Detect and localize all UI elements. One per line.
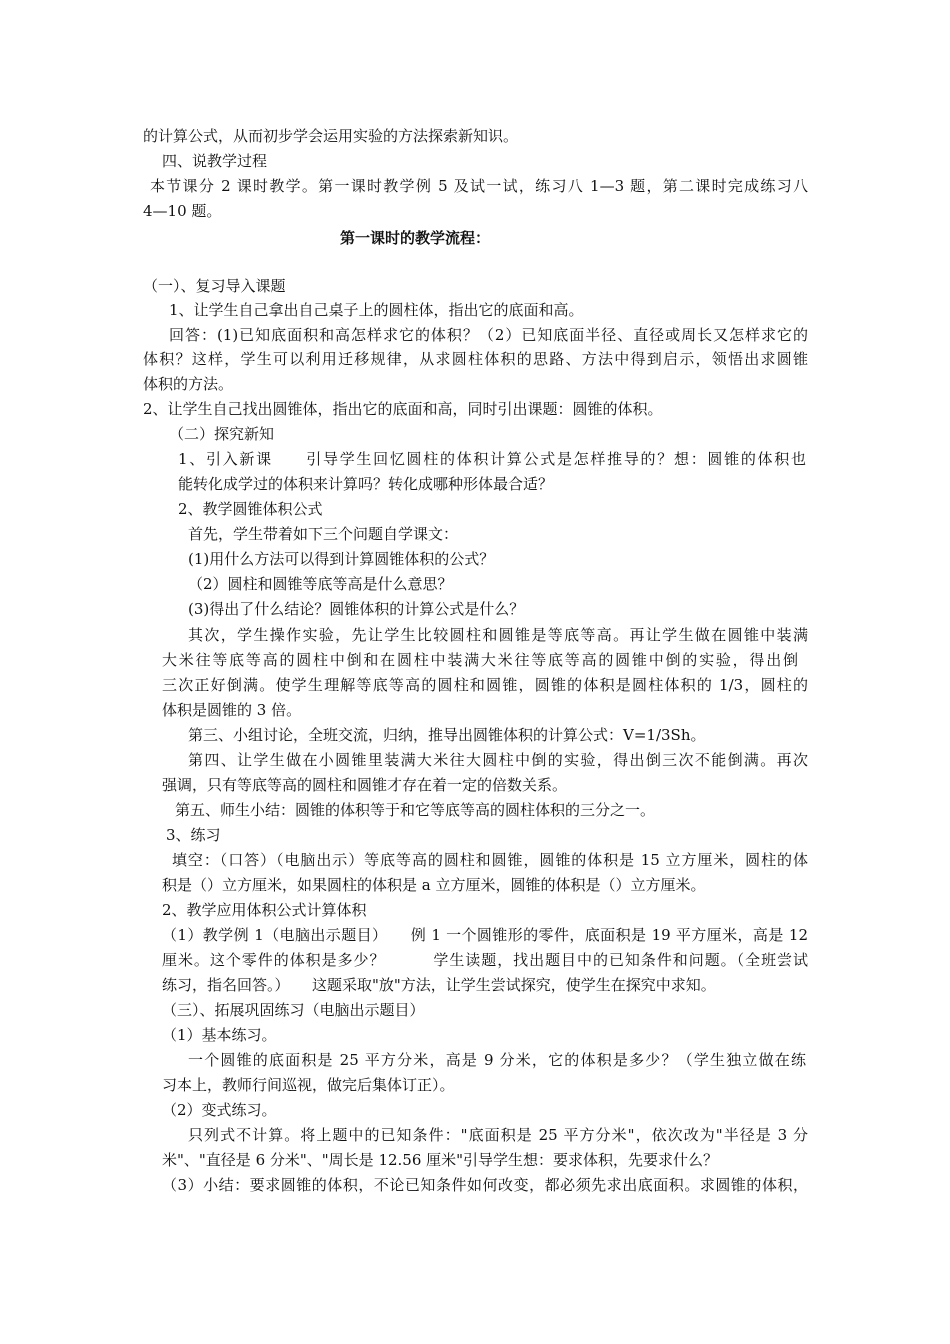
section-heading: 2、教学应用体积公式计算体积 <box>162 901 367 919</box>
text-line: 2、教学圆锥体积公式 <box>178 500 323 518</box>
text-line: 大米往等底等高的圆柱中倒和在圆柱中装满大米往等底等高的圆锥中倒的实验，得出倒 <box>162 651 798 669</box>
text-line: 厘米。这个零件的体积是多少？ 学生读题，找出题目中的已知条件和问题。（全班尝试 <box>162 951 808 969</box>
text-line: 体积的方法。 <box>143 375 234 393</box>
section-heading: 四、说教学过程 <box>162 152 268 170</box>
text-line: 1、引入新课 引导学生回忆圆柱的体积计算公式是怎样推导的？想：圆锥的体积也 <box>178 450 806 468</box>
text-line: 其次，学生操作实验，先让学生比较圆柱和圆锥是等底等高。再让学生做在圆锥中装满 <box>188 626 808 644</box>
text-line: 一个圆锥的底面积是 25 平方分米，高是 9 分米，它的体积是多少？（学生独立做在练 <box>188 1051 806 1069</box>
text-line: 本节课分 2 课时教学。第一课时教学例 5 及试一试，练习八 1—3 题，第二课时完成练习八 <box>150 177 808 195</box>
list-item: (3)得出了什么结论？圆锥体积的计算公式是什么？ <box>188 600 525 618</box>
section-heading: （一）、复习导入课题 <box>143 277 286 295</box>
text-line: 积是（）立方厘米，如果圆柱的体积是 a 立方厘米，圆锥的体积是（）立方厘米。 <box>162 876 706 894</box>
text-line: 的计算公式，从而初步学会运用实验的方法探索新知识。 <box>143 127 519 145</box>
text-line: 体积是圆锥的 3 倍。 <box>162 701 302 719</box>
text-line: 体积？这样，学生可以利用迁移规律，从求圆柱体积的思路、方法中得到启示，领悟出求圆锥 <box>143 350 808 368</box>
section-heading: （二）探究新知 <box>169 425 275 443</box>
text-line: （3）小结：要求圆锥的体积，不论已知条件如何改变，都必须先求出底面积。求圆锥的体积， <box>162 1176 808 1194</box>
text-line: （1）基本练习。 <box>162 1026 277 1044</box>
list-item: (1)用什么方法可以得到计算圆锥体积的公式？ <box>188 550 495 568</box>
section-heading: 第一课时的教学流程： <box>340 229 491 247</box>
list-item: （2）圆柱和圆锥等底等高是什么意思？ <box>188 575 453 593</box>
text-line: （1）教学例 1（电脑出示题目） 例 1 一个圆锥形的零件，底面积是 19 平方厘米，高是 12 <box>162 926 808 944</box>
section-heading: （三）、拓展巩固练习（电脑出示题目） <box>162 1001 425 1019</box>
text-line: （2）变式练习。 <box>162 1101 277 1119</box>
text-line: 强调，只有等底等高的圆柱和圆锥才存在着一定的倍数关系。 <box>162 776 568 794</box>
text-line: 米"、"直径是 6 分米"、"周长是 12.56 厘米"引导学生想：要求体积，先要求什么？ <box>162 1151 719 1169</box>
text-line: 第三、小组讨论，全班交流，归纳，推导出圆锥体积的计算公式：V=1/3Sh。 <box>188 726 706 744</box>
text-line: 练习，指名回答。） 这题采取"放"方法，让学生尝试探究，使学生在探究中求知。 <box>162 976 716 994</box>
text-line: 回答：(1)已知底面积和高怎样求它的体积？（2）已知底面半径、直径或周长又怎样求它的 <box>169 326 808 344</box>
text-line: 2、让学生自己找出圆锥体，指出它的底面和高，同时引出课题：圆锥的体积。 <box>143 400 663 418</box>
text-line: 填空：（口答）（电脑出示）等底等高的圆柱和圆锥，圆锥的体积是 15 立方厘米，圆柱的体 <box>172 851 808 869</box>
text-line: 只列式不计算。将上题中的已知条件："底面积是 25 平方分米"，依次改为"半径是 3 分 <box>188 1126 808 1144</box>
text-line: 习本上，教师行间巡视，做完后集体订正）。 <box>162 1076 455 1094</box>
text-line: 1、让学生自己拿出自己桌子上的圆柱体，指出它的底面和高。 <box>169 301 584 319</box>
text-line: 第五、师生小结：圆锥的体积等于和它等底等高的圆柱体积的三分之一。 <box>175 801 656 819</box>
text-line: 能转化成学过的体积来计算吗？转化成哪种形体最合适？ <box>178 475 554 493</box>
text-line: 3、练习 <box>166 826 221 844</box>
text-line: 4—10 题。 <box>143 202 222 220</box>
text-line: 第四、让学生做在小圆锥里装满大米往大圆柱中倒的实验，得出倒三次不能倒满。再次 <box>188 751 808 769</box>
text-line: 首先，学生带着如下三个问题自学课文： <box>188 525 459 543</box>
text-line: 三次正好倒满。使学生理解等底等高的圆柱和圆锥，圆锥的体积是圆柱体积的 1/3，圆柱的 <box>162 676 808 694</box>
